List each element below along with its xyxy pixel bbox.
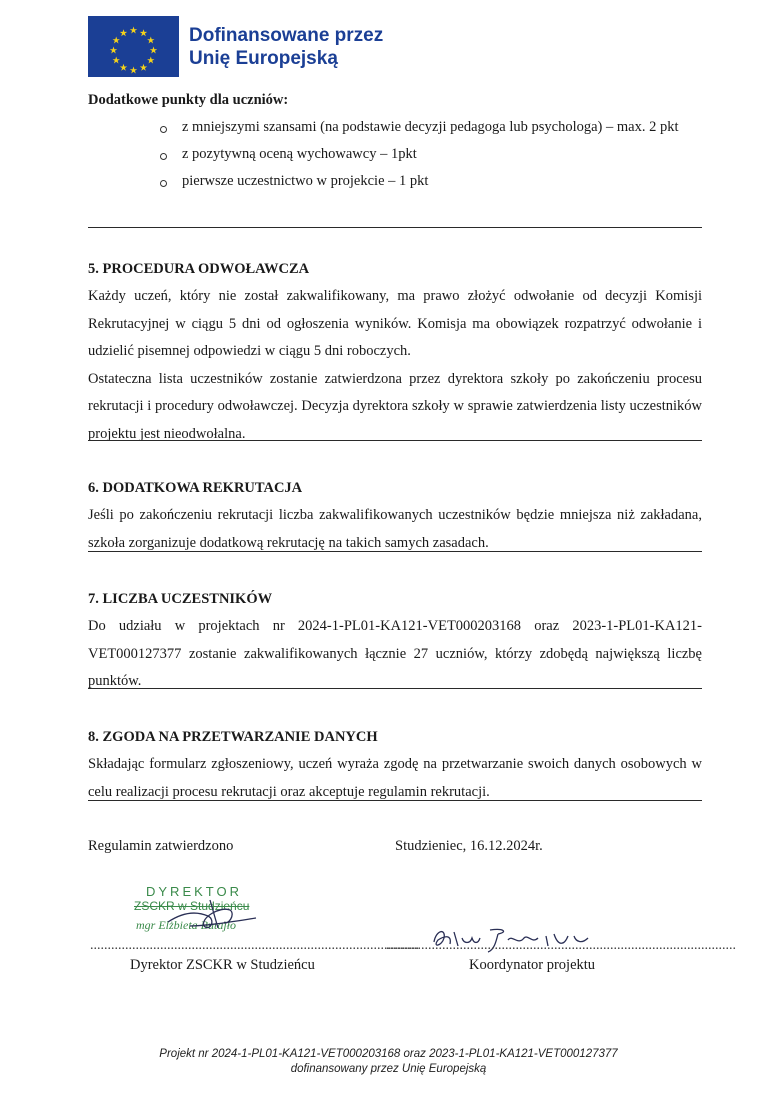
section-heading: 6. DODATKOWA REKRUTACJA — [88, 480, 303, 496]
section-participant-count — [88, 589, 702, 696]
director-signature-label: Dyrektor ZSCKR w Studzieńcu — [130, 957, 315, 973]
bonus-points-section — [88, 90, 702, 195]
approval-label: Regulamin zatwierdzono — [88, 838, 234, 854]
section-paragraph: Do udziału w projektach nr 2024-1-PL01-KA121-VET000203168 oraz 2023-1-PL01-KA121-VET000127377 zostanie zakwalifikowanych łącznie 27 uczniów, którzy zdobędą największą liczbę punktów. — [88, 618, 702, 689]
eu-text-line2: Unię Europejską — [189, 47, 338, 69]
eu-flag-icon — [88, 16, 179, 77]
bonus-points-title: Dodatkowe punkty dla uczniów: — [88, 92, 289, 108]
page-footer — [0, 1047, 777, 1077]
section-data-consent — [88, 727, 702, 806]
section-heading: 7. LICZBA UCZESTNIKÓW — [88, 591, 273, 607]
section-additional-recruitment — [88, 478, 702, 557]
stamp-name: mgr Elżbieta Butajło — [136, 918, 236, 932]
section-heading: 8. ZGODA NA PRZETWARZANIE DANYCH — [88, 729, 378, 745]
footer-line1: Projekt nr 2024-1-PL01-KA121-VET000203168 oraz 2023-1-PL01-KA121-VET000127377 — [159, 1048, 618, 1060]
section-divider — [88, 227, 702, 228]
section-heading: 5. PROCEDURA ODWOŁAWCZA — [88, 261, 310, 277]
section-paragraph: Jeśli po zakończeniu rekrutacji liczba zakwalifikowanych uczestników będzie mniejsza niż zakładana, szkoła zorganizuje dodatkową rekrutację na takich samych zasadach. — [88, 507, 702, 551]
section-divider — [88, 551, 702, 552]
director-signature-icon — [160, 892, 270, 942]
list-item: z mniejszymi szansami (na podstawie decyzji pedagoga lub psychologa) – max. 2 pkt — [88, 114, 702, 141]
section-divider — [88, 440, 702, 441]
director-signature-line: .............................................................................................. — [90, 938, 419, 953]
coordinator-signature-line: .................................................................................................... — [386, 938, 736, 953]
bonus-points-list — [88, 114, 702, 195]
section-divider — [88, 800, 702, 801]
section-appeal-procedure — [88, 259, 702, 448]
eu-funding-text — [189, 24, 383, 70]
approval-place-date: Studzieniec, 16.12.2024r. — [395, 838, 543, 854]
section-paragraph: Ostateczna lista uczestników zostanie zatwierdzona przez dyrektora szkoły po zakończeniu procesu rekrutacji i procedury odwoławczej. Decyzja dyrektora szkoły w sprawie zatwierdzenia listy uczestników projektu jest nieodwołalna. — [88, 370, 702, 442]
section-paragraph: Składając formularz zgłoszeniowy, uczeń wyraża zgodę na przetwarzanie swoich danych osobowych w celu realizacji procesu rekrutacji oraz akceptuje regulamin rekrutacji. — [88, 756, 702, 800]
list-item: pierwsze uczestnictwo w projekcie – 1 pkt — [88, 168, 702, 195]
stamp-school: ZSCKR w Studzieńcu — [134, 899, 250, 913]
stamp-title: DYREKTOR — [146, 884, 242, 899]
list-item: z pozytywną oceną wychowawcy – 1pkt — [88, 141, 702, 168]
section-divider — [88, 688, 702, 689]
section-paragraph: Każdy uczeń, który nie został zakwalifikowany, ma prawo złożyć odwołanie od decyzji Komisji Rekrutacyjnej w ciągu 5 dni od ogłoszenia wyników. Komisja ma obowiązek rozpatrzyć odwołanie i udzielić pisemnej odpowiedzi w ciągu 5 dni roboczych. — [88, 288, 702, 359]
coordinator-signature-label: Koordynator projektu — [469, 957, 596, 973]
eu-funding-logo — [88, 16, 383, 77]
eu-text-line1: Dofinansowane przez — [189, 24, 384, 46]
footer-line2: dofinansowany przez Unię Europejską — [290, 1063, 487, 1075]
